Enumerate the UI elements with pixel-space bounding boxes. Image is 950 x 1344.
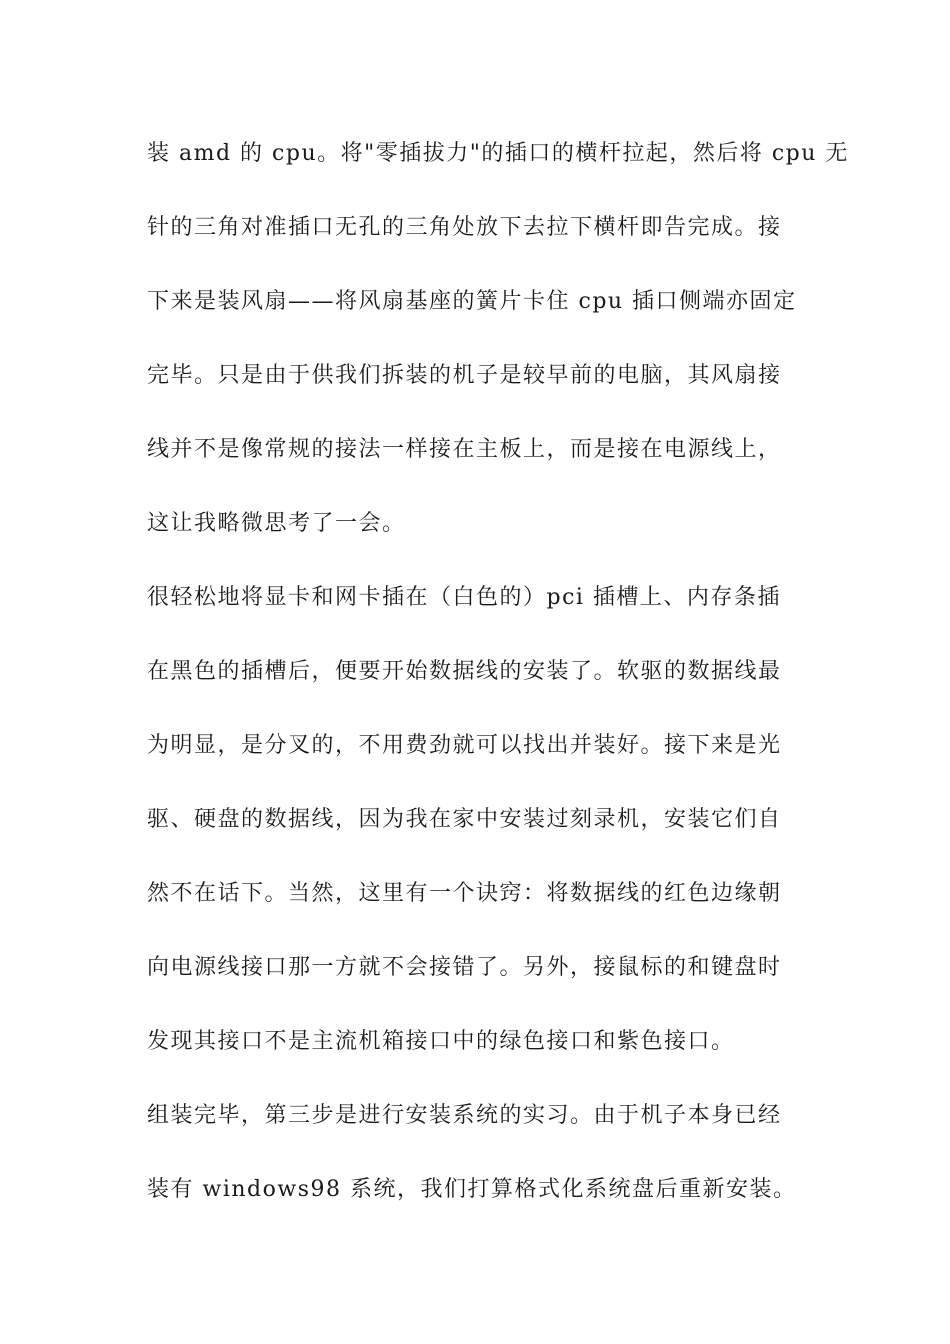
text-line: 下来是装风扇——将风扇基座的簧片卡住 cpu 插口侧端亦固定 bbox=[147, 289, 797, 314]
text-line: 向电源线接口那一方就不会接错了。另外，接鼠标的和键盘时 bbox=[147, 955, 782, 980]
text-line: 组装完毕，第三步是进行安装系统的实习。由于机子本身已经 bbox=[147, 1103, 782, 1128]
text-line: 装有 windows98 系统，我们打算格式化系统盘后重新安装。 bbox=[147, 1177, 797, 1202]
body-text bbox=[147, 132, 849, 1242]
text-line: 针的三角对准插口无孔的三角处放下去拉下横杆即告完成。接 bbox=[147, 215, 782, 240]
text-line: 在黑色的插槽后，便要开始数据线的安装了。软驱的数据线最 bbox=[147, 659, 782, 684]
text-line: 完毕。只是由于供我们拆装的机子是较早前的电脑，其风扇接 bbox=[147, 363, 782, 388]
text-line: 很轻松地将显卡和网卡插在（白色的）pci 插槽上、内存条插 bbox=[147, 585, 781, 610]
text-line: 发现其接口不是主流机箱接口中的绿色接口和紫色接口。 bbox=[147, 1029, 735, 1054]
text-line: 然不在话下。当然，这里有一个诀窍：将数据线的红色边缘朝 bbox=[147, 881, 782, 906]
text-line: 驱、硬盘的数据线，因为我在家中安装过刻录机，安装它们自 bbox=[147, 807, 782, 832]
text-line: 为明显，是分叉的，不用费劲就可以找出并装好。接下来是光 bbox=[147, 733, 782, 758]
text-line: 装 amd 的 cpu。将"零插拔力"的插口的横杆拉起，然后将 cpu 无 bbox=[147, 141, 849, 166]
text-line: 这让我略微思考了一会。 bbox=[147, 511, 406, 536]
text-line: 线并不是像常规的接法一样接在主板上，而是接在电源线上， bbox=[147, 437, 782, 462]
